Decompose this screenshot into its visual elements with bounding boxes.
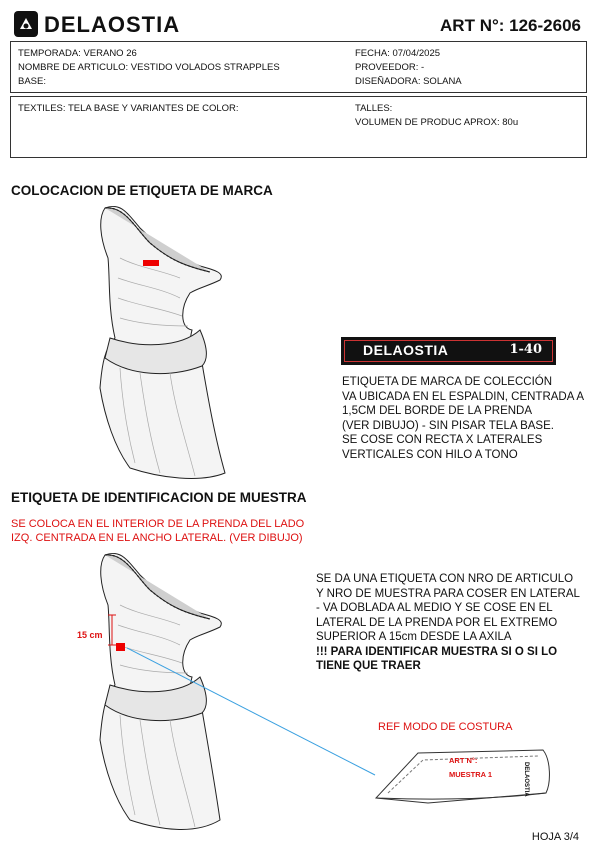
instruction-line: LATERAL DE LA PRENDA POR EL EXTREMO <box>316 616 558 629</box>
note-line: SE COLOCA EN EL INTERIOR DE LA PRENDA DEL LADO <box>11 518 305 530</box>
brand-name: DELAOSTIA <box>44 12 181 37</box>
base-field: BASE: <box>18 76 46 87</box>
date-field: FECHA: 07/04/2025 <box>355 48 441 59</box>
instruction-line: VA UBICADA EN EL ESPALDIN, CENTRADA A <box>342 390 585 403</box>
section-title-sample-label: ETIQUETA DE IDENTIFICACION DE MUESTRA <box>11 490 307 505</box>
instruction-line: SE COSE CON RECTA X LATERALES <box>342 434 543 446</box>
brand-label-name: DELAOSTIA <box>363 342 449 358</box>
instruction-line: - VA DOBLADA AL MEDIO Y SE COSE EN EL <box>316 602 553 614</box>
sizes-field: TALLES: <box>355 103 393 114</box>
instruction-line: Y NRO DE MUESTRA PARA COSER EN LATERAL <box>316 587 580 600</box>
warning-line: TIENE QUE TRAER <box>316 660 421 672</box>
sewing-reference-label: REF MODO DE COSTURA <box>378 721 513 733</box>
sample-label-instructions <box>316 572 580 674</box>
sheet-number: HOJA 3/4 <box>531 831 579 843</box>
note-line: IZQ. CENTRADA EN EL ANCHO LATERAL. (VER DIBUJO) <box>11 532 303 544</box>
instruction-line: ETIQUETA DE MARCA DE COLECCIÓN <box>342 376 553 388</box>
measure-label: 15 cm <box>77 630 103 640</box>
season-field: TEMPORADA: VERANO 26 <box>18 48 137 59</box>
textiles-field: TEXTILES: TELA BASE Y VARIANTES DE COLOR: <box>18 103 239 114</box>
instruction-line: (VER DIBUJO) - SIN PISAR TELA BASE. <box>342 419 554 432</box>
tag-side-brand: DELAOSTIA <box>523 762 529 797</box>
brand-label-number: 1-40 <box>509 342 542 357</box>
instruction-line: SE DA UNA ETIQUETA CON NRO DE ARTICULO <box>316 573 574 585</box>
tag-sample-label: MUESTRA 1 <box>449 770 493 779</box>
volume-field: VOLUMEN DE PRODUC APROX: 80u <box>355 117 519 128</box>
section-title-brand-label: COLOCACION DE ETIQUETA DE MARCA <box>11 183 273 198</box>
warning-line: !!! PARA IDENTIFICAR MUESTRA SI O SI LO <box>316 645 558 658</box>
instruction-line: SUPERIOR A 15cm DESDE LA AXILA <box>316 631 512 643</box>
instruction-line: 1,5CM DEL BORDE DE LA PRENDA <box>342 405 533 417</box>
article-name-field: NOMBRE DE ARTICULO: VESTIDO VOLADOS STRAPPLES <box>18 62 280 73</box>
tag-article-label: ART N°: <box>449 756 478 765</box>
instruction-line: VERTICALES CON HILO A TONO <box>342 448 518 461</box>
article-number: ART N°: 126-2606 <box>440 16 581 35</box>
designer-field: DISEÑADORA: SOLANA <box>355 76 462 87</box>
supplier-field: PROVEEDOR: - <box>355 62 425 73</box>
